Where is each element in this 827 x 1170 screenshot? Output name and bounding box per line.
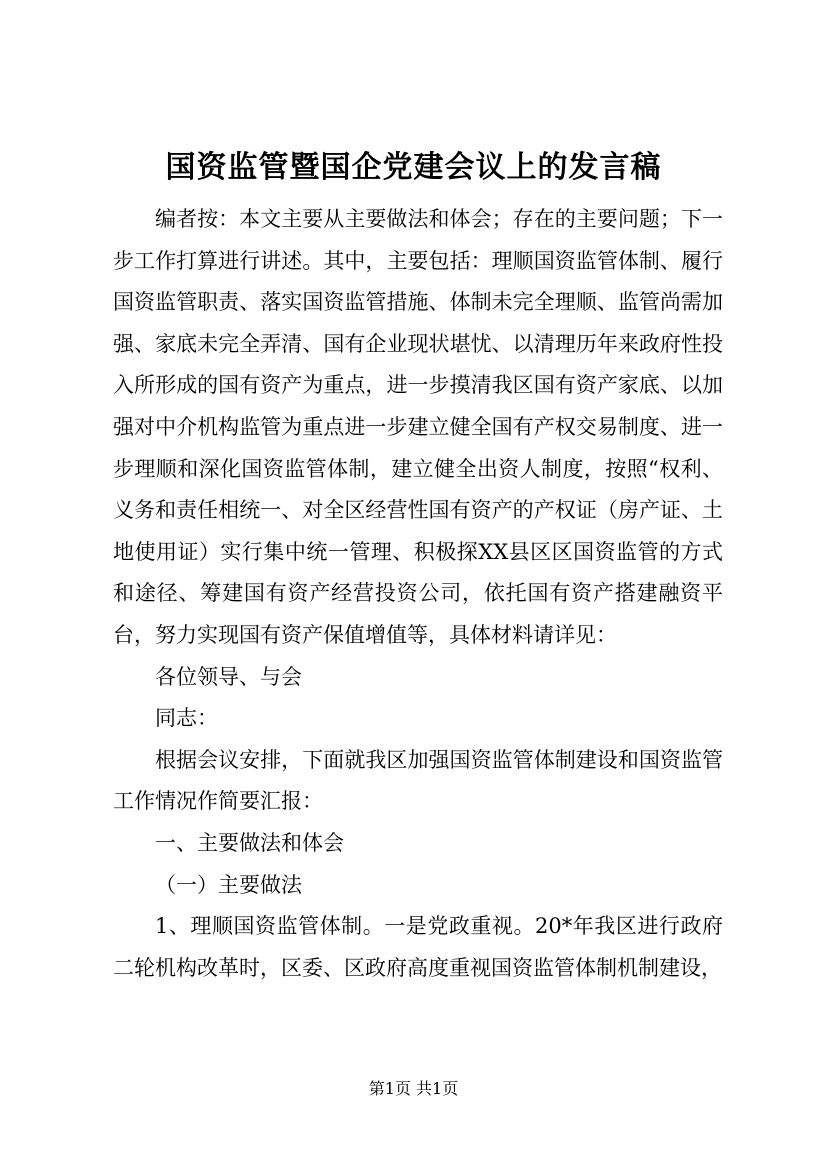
page-footer: 第1页 共1页 [368, 1079, 459, 1098]
document-body [113, 199, 723, 989]
document-title: 国资监管暨国企党建会议上的发言稿 [165, 150, 662, 185]
editor-note-paragraph: 编者按：本文主要从主要做法和体会；存在的主要问题；下一步工作打算进行讲述。其中，主要包括：理顺国资监管体制、履行国资监管职责、落实国资监管措施、体制未完全理顺、监管尚需加强、家底未完全弄清、国有企业现状堪忧、以清理历年来政府性投入所形成的国有资产为重点，进一步摸清我区国有资产家底、以加强对中介机构监管为重点进一步建立健全国有产权交易制度、进一步理顺和深化国资监管体制，建立健全出资人制度，按照“权利、义务和责任相统一、对全区经营性国有资产的产权证（房产证、土地使用证）实行集中统一管理、积极探XX县区区国资监管的方式和途径、筹建国有资产经营投资公司，依托国有资产搭建融资平台，努力实现国有资产保值增值等，具体材料请详见： [113, 207, 723, 647]
subsection-heading: （一）主要做法 [155, 872, 302, 897]
salutation-line: 同志： [155, 706, 218, 731]
body-paragraph: 1、理顺国资监管体制。一是党政重视。20*年我区进行政府二轮机构改革时，区委、区政府高度重视国资监管体制机制建设， [113, 914, 723, 980]
intro-paragraph: 根据会议安排，下面就我区加强国资监管体制建设和国资监管工作情况作简要汇报： [113, 747, 723, 814]
section-heading: 一、主要做法和体会 [155, 830, 344, 855]
salutation-line: 各位领导、与会 [155, 664, 302, 689]
